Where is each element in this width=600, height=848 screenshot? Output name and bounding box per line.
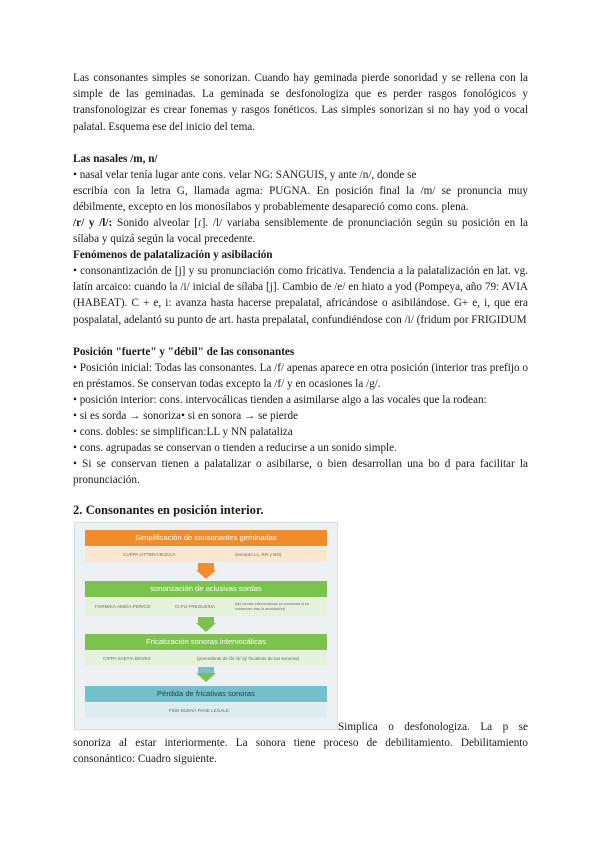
rl-paragraph (73, 215, 528, 247)
posicion-conservan: • Si se conservan tienen a palatalizar o asibilarse, o bien desarrollan una bo d para facilitar la pronunciación. (73, 458, 528, 487)
arrow2-head (196, 623, 216, 632)
stage2-left: FORMICA AMIGA PERICO (95, 604, 151, 609)
nasales-heading: Las nasales /m, n/ (73, 153, 158, 165)
diagram-caption: Simplica o desfonologiza. La p se sonoriza al estar interiormente. La sonora tiene proceso de debilitamiento. Debilitamiento consonántico: Cuadro siguiente. (73, 721, 528, 766)
rl-text: Sonido alveolar [ɾ]. /l/ variaba sensiblemente de pronunciación según su posición en la sílaba y quizá según la vocal precedente. (73, 217, 528, 246)
rl-label: /r/ y /l/: (73, 217, 113, 229)
nasales-line1: • nasal velar tenía lugar ante cons. velar NG: SANGUIS, y ante /n/, donde se (73, 169, 417, 181)
stage3-left: CIPPA SAETIA BOVES (103, 656, 151, 661)
arrow1-head (196, 570, 216, 579)
stage4-band: Pérdida de fricativas sonoras (85, 686, 327, 702)
arrow3-head (196, 673, 216, 682)
section2-title: 2. Consonantes en posición interior. (73, 503, 264, 517)
posicion-inicial: • Posición inicial: Todas las consonantes. La /f/ apenas aparece en otra posición (interior tras prefijo o en préstamos. Se conservan todas excepto la /f/ y en ocasiones la /g/. (73, 362, 528, 391)
stage1-band: Simplificación de consonantes geminadas (85, 530, 327, 546)
stage2-sub (85, 598, 327, 616)
nasales-line2: escribía con la letra G, llamada agma: PUGNA. En posición final la /m/ se pronuncia muy débilmente, excepto en los monosílabos y probablemente desapareció como cons. plena. (73, 185, 528, 214)
posicion-heading: Posición "fuerte" y "débil" de las consonantes (73, 346, 295, 358)
stage4-left: FIDE BUENA PANE LEGALE (169, 708, 229, 713)
posicion-sorda: • si es sorda → sonoriza• si en sonora → se pierde (73, 410, 299, 422)
stage4-sub (85, 703, 327, 718)
arrow1-shaft (198, 563, 214, 570)
debilitamiento-diagram (74, 522, 338, 730)
palatalizacion-text: • consonantización de [j] y su pronunciación como fricativa. Tendencia a la palatalización en lat. vg. latín arcaico: cuando la /i/ inicial de sílaba [j]. Cambio de /e/ en hiato a yod (Pompeya, año 79: AVIA (HABEAT). C + e, i: avanza hasta hacerse prepalatal, africándose o asibilándose. G+ e, i, que era pospalatal, adelantó su punto de art. hasta prepalatal, confundiéndose con /i/ (fridum por FRIGIDUM (73, 265, 528, 326)
stage2-band: sonorización de oclusivas sordas (85, 581, 327, 597)
stage1-left: CUPPA LITTERA BUCCA (123, 552, 176, 557)
stage2-mid: CI FIJ FREGUESIA (175, 604, 216, 609)
stage2-right: (las sordas intervocálicas se sonorizan si se conservan tras la asimilación) (235, 602, 310, 611)
intro-paragraph: Las consonantes simples se sonorizan. Cuando hay geminada pierde sonoridad y se rellena con la simple de las geminadas. La geminada se desfonologiza que es perder rasgos fonológicos y transfonologizar es crear fonemas y rasgos fonéticos. Las simples sonorizan si no hay yod o vocal palatal. Esquema ese del inicio del tema. (73, 72, 528, 133)
posicion-agrupadas: • cons. agrupadas se conservan o tienden a reducirse a un sonido simple. (73, 442, 397, 454)
stage1-sub (85, 547, 327, 562)
posicion-interior: • posición interior: cons. intervocálicas tienden a asimilarse algo a las vocales que la rodean: (73, 394, 487, 406)
stage3-band: Fricatización sonoras intervocálicas (85, 634, 327, 650)
palatalizacion-heading: Fenómenos de palatalización y asibilación (73, 249, 273, 261)
stage1-right: (excepto LL, RR y NN) (235, 552, 282, 557)
stage3-sub (85, 651, 327, 666)
posicion-dobles: • cons. dobles: se simplifican:LL y NN palataliza (73, 426, 293, 438)
stage3-right: (precedente de /b/ /d/ /g/ fricativas de las sonoras) (197, 656, 300, 661)
